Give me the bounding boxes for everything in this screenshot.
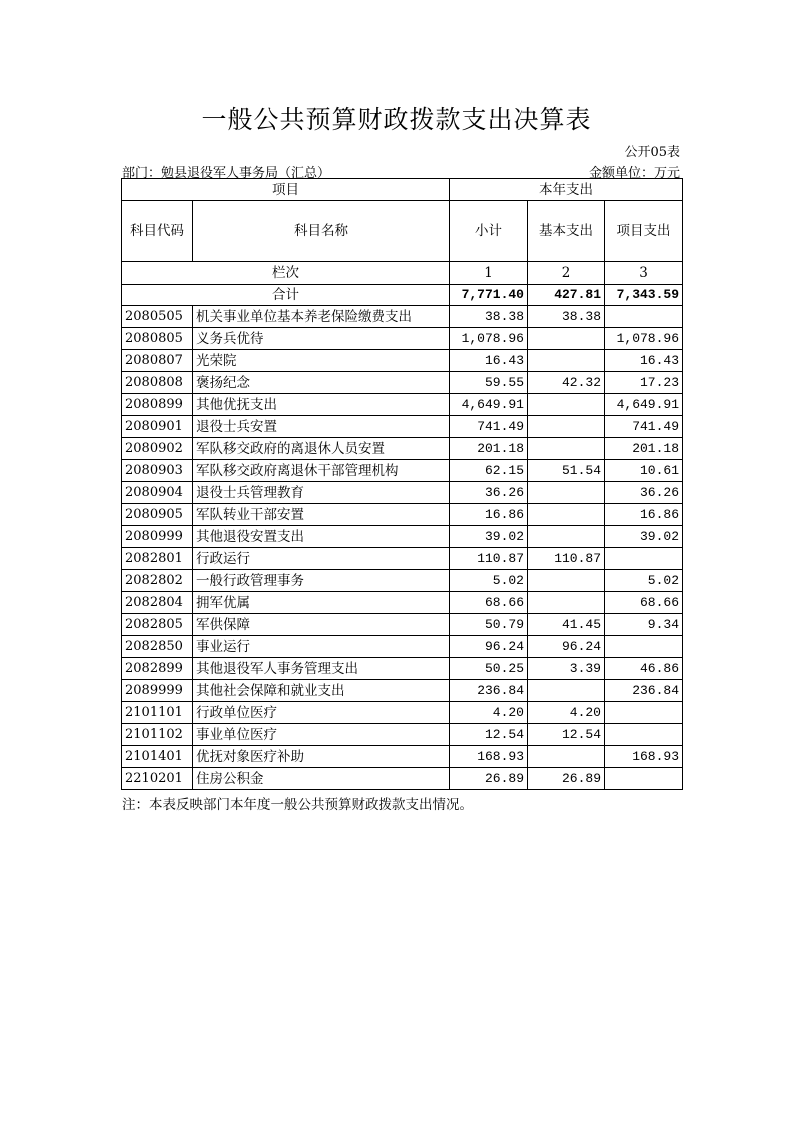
row-code: 2101101: [122, 702, 193, 724]
total-subtotal: 7,771.40: [450, 285, 528, 306]
row-project: 36.26: [605, 482, 683, 504]
row-project: 16.86: [605, 504, 683, 526]
row-code: 2080999: [122, 526, 193, 548]
table-row: [122, 438, 683, 460]
row-name: 退役士兵管理教育: [193, 482, 450, 504]
row-name: 拥军优属: [193, 592, 450, 614]
row-subtotal: 110.87: [450, 548, 528, 570]
row-subtotal: 36.26: [450, 482, 528, 504]
total-label: 合计: [122, 285, 450, 306]
row-basic: [528, 438, 605, 460]
table-row: [122, 416, 683, 438]
row-project: 9.34: [605, 614, 683, 636]
row-subtotal: 16.86: [450, 504, 528, 526]
column-number-row: [122, 262, 683, 285]
row-code: 2080899: [122, 394, 193, 416]
row-basic: [528, 416, 605, 438]
table-row: [122, 702, 683, 724]
header-row-1: [122, 179, 683, 201]
row-project: [605, 306, 683, 328]
row-code: 2082850: [122, 636, 193, 658]
row-subtotal: 5.02: [450, 570, 528, 592]
row-code: 2101401: [122, 746, 193, 768]
row-code: 2080901: [122, 416, 193, 438]
row-subtotal: 38.38: [450, 306, 528, 328]
row-subtotal: 1,078.96: [450, 328, 528, 350]
row-project: [605, 548, 683, 570]
row-project: 10.61: [605, 460, 683, 482]
header-row-2: [122, 201, 683, 262]
table-row: [122, 592, 683, 614]
row-basic: [528, 482, 605, 504]
row-name: 军队移交政府离退休干部管理机构: [193, 460, 450, 482]
col-number-1: 1: [450, 262, 528, 285]
row-code: 2082899: [122, 658, 193, 680]
row-basic: 51.54: [528, 460, 605, 482]
row-project: 16.43: [605, 350, 683, 372]
table-row: [122, 350, 683, 372]
row-subtotal: 26.89: [450, 768, 528, 790]
row-name: 光荣院: [193, 350, 450, 372]
row-basic: [528, 328, 605, 350]
row-project: 5.02: [605, 570, 683, 592]
header-subtotal: 小计: [450, 201, 528, 262]
row-subtotal: 741.49: [450, 416, 528, 438]
row-basic: 96.24: [528, 636, 605, 658]
row-project: [605, 724, 683, 746]
total-project: 7,343.59: [605, 285, 683, 306]
table-row: [122, 636, 683, 658]
row-project: 168.93: [605, 746, 683, 768]
table-row: [122, 724, 683, 746]
table-row: [122, 526, 683, 548]
table-row: [122, 394, 683, 416]
row-name: 义务兵优待: [193, 328, 450, 350]
row-subtotal: 236.84: [450, 680, 528, 702]
row-name: 其他社会保障和就业支出: [193, 680, 450, 702]
row-code: 2089999: [122, 680, 193, 702]
row-basic: 42.32: [528, 372, 605, 394]
row-project: 4,649.91: [605, 394, 683, 416]
row-subtotal: 12.54: [450, 724, 528, 746]
row-name: 事业单位医疗: [193, 724, 450, 746]
table-row: [122, 746, 683, 768]
row-code: 2080902: [122, 438, 193, 460]
row-project: 201.18: [605, 438, 683, 460]
row-basic: [528, 350, 605, 372]
row-name: 机关事业单位基本养老保险缴费支出: [193, 306, 450, 328]
row-project: 17.23: [605, 372, 683, 394]
row-subtotal: 50.79: [450, 614, 528, 636]
row-code: 2080903: [122, 460, 193, 482]
table-row: [122, 548, 683, 570]
row-subtotal: 62.15: [450, 460, 528, 482]
row-code: 2101102: [122, 724, 193, 746]
header-name: 科目名称: [193, 201, 450, 262]
row-subtotal: 96.24: [450, 636, 528, 658]
header-basic: 基本支出: [528, 201, 605, 262]
row-name: 其他退役安置支出: [193, 526, 450, 548]
row-project: 236.84: [605, 680, 683, 702]
page-title: 一般公共预算财政拨款支出决算表: [201, 105, 592, 134]
row-name: 一般行政管理事务: [193, 570, 450, 592]
row-name: 住房公积金: [193, 768, 450, 790]
budget-table: [121, 178, 683, 790]
row-subtotal: 39.02: [450, 526, 528, 548]
row-name: 其他优抚支出: [193, 394, 450, 416]
row-basic: [528, 746, 605, 768]
col-number-3: 3: [605, 262, 683, 285]
unit-label: 金额单位：万元: [588, 166, 680, 181]
row-basic: 26.89: [528, 768, 605, 790]
row-code: 2080505: [122, 306, 193, 328]
table-row: [122, 504, 683, 526]
row-subtotal: 59.55: [450, 372, 528, 394]
row-subtotal: 201.18: [450, 438, 528, 460]
row-subtotal: 4,649.91: [450, 394, 528, 416]
row-project: [605, 768, 683, 790]
form-code: 公开05表: [624, 145, 680, 160]
row-subtotal: 50.25: [450, 658, 528, 680]
total-row: [122, 285, 683, 306]
table-row: [122, 460, 683, 482]
row-code: 2080808: [122, 372, 193, 394]
row-name: 优抚对象医疗补助: [193, 746, 450, 768]
total-basic: 427.81: [528, 285, 605, 306]
row-name: 退役士兵安置: [193, 416, 450, 438]
row-basic: [528, 680, 605, 702]
row-basic: 41.45: [528, 614, 605, 636]
row-code: 2080904: [122, 482, 193, 504]
header-code: 科目代码: [122, 201, 193, 262]
row-project: [605, 702, 683, 724]
table-row: [122, 372, 683, 394]
col-number-2: 2: [528, 262, 605, 285]
header-project-expense: 项目支出: [605, 201, 683, 262]
row-basic: [528, 504, 605, 526]
row-subtotal: 16.43: [450, 350, 528, 372]
row-code: 2080807: [122, 350, 193, 372]
row-basic: [528, 526, 605, 548]
row-basic: [528, 570, 605, 592]
department-label: 部门：勉县退役军人事务局（汇总）: [122, 166, 331, 181]
row-project: 39.02: [605, 526, 683, 548]
row-project: 741.49: [605, 416, 683, 438]
row-name: 其他退役军人事务管理支出: [193, 658, 450, 680]
row-basic: 38.38: [528, 306, 605, 328]
table-row: [122, 482, 683, 504]
row-code: 2082805: [122, 614, 193, 636]
footnote: 注：本表反映部门本年度一般公共预算财政拨款支出情况。: [122, 797, 473, 813]
row-project: 1,078.96: [605, 328, 683, 350]
row-code: 2082804: [122, 592, 193, 614]
column-label: 栏次: [122, 262, 450, 285]
row-code: 2082801: [122, 548, 193, 570]
row-name: 褒扬纪念: [193, 372, 450, 394]
row-basic: 110.87: [528, 548, 605, 570]
table-row: [122, 680, 683, 702]
table-row: [122, 570, 683, 592]
row-name: 行政运行: [193, 548, 450, 570]
row-basic: 4.20: [528, 702, 605, 724]
row-subtotal: 68.66: [450, 592, 528, 614]
row-name: 行政单位医疗: [193, 702, 450, 724]
row-basic: 3.39: [528, 658, 605, 680]
row-code: 2080805: [122, 328, 193, 350]
row-name: 军队转业干部安置: [193, 504, 450, 526]
header-project: 项目: [122, 179, 450, 201]
table-row: [122, 328, 683, 350]
row-subtotal: 4.20: [450, 702, 528, 724]
table-row: [122, 768, 683, 790]
table-row: [122, 658, 683, 680]
row-basic: [528, 592, 605, 614]
row-name: 军供保障: [193, 614, 450, 636]
row-name: 军队移交政府的离退休人员安置: [193, 438, 450, 460]
table-row: [122, 614, 683, 636]
row-code: 2080905: [122, 504, 193, 526]
row-code: 2210201: [122, 768, 193, 790]
row-basic: 12.54: [528, 724, 605, 746]
row-code: 2082802: [122, 570, 193, 592]
row-subtotal: 168.93: [450, 746, 528, 768]
table-row: [122, 306, 683, 328]
row-project: [605, 636, 683, 658]
row-basic: [528, 394, 605, 416]
row-project: 46.86: [605, 658, 683, 680]
header-this-year: 本年支出: [450, 179, 683, 201]
row-project: 68.66: [605, 592, 683, 614]
row-name: 事业运行: [193, 636, 450, 658]
